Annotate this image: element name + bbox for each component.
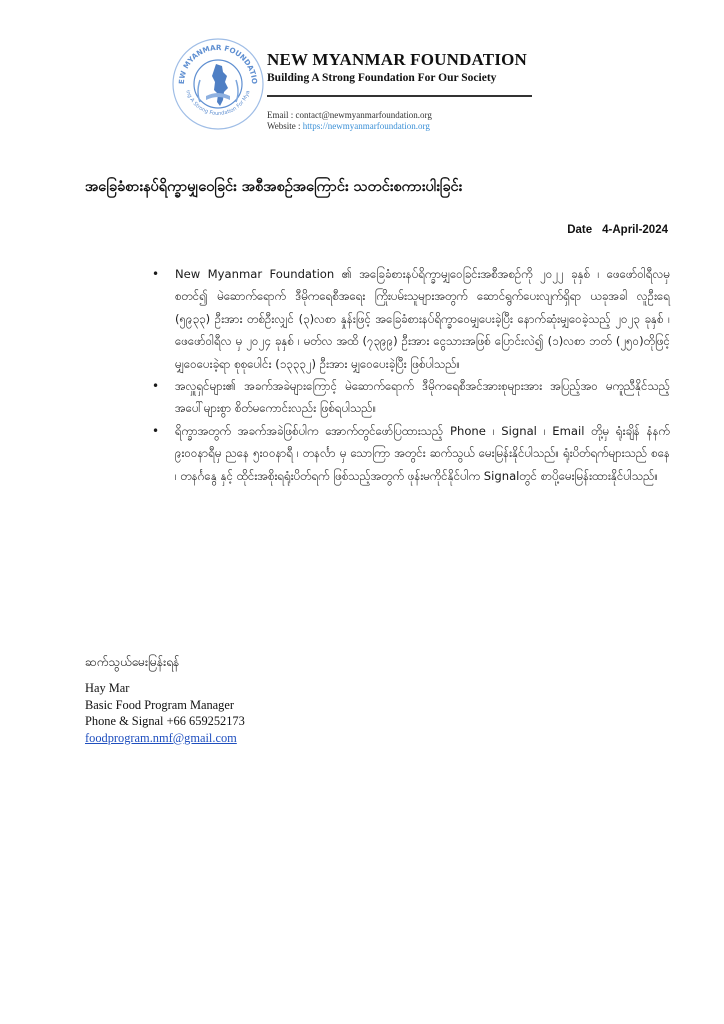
date-label: Date [567,224,593,236]
org-tagline: Building A Strong Foundation For Our Society [267,72,497,84]
contact-email-link[interactable]: foodprogram.nmf@gmail.com [85,730,237,745]
date-line [567,224,668,236]
foundation-logo [170,36,266,132]
website-link[interactable]: https://newmyanmarfoundation.org [302,121,430,131]
contact-phone: Phone & Signal +66 659252173 [85,714,245,728]
website-label: Website : [267,121,301,131]
contact-label: ဆက်သွယ်မေးမြန်းရန် [85,655,180,669]
bullet-item: • အလှူရှင်များ၏ အခက်အခဲများကြောင့် မဲဆောက်ရောက် ဒီမိုကရေစီအင်အားစုများအား အပြည့်အဝ မကူညီနိုင်သည့် အပေါ်များစွာ စိတ်မကောင်းလည်း ဖြစ်ရပါသည်။ [150,375,670,420]
email-label: Email : [267,110,294,120]
website-line [267,121,430,131]
org-email: contact@newmyanmarfoundation.org [295,110,432,120]
svg-text:Building A Strong Foundation F: ing A Strong Foundation For Mya [184,89,252,117]
svg-text:NEW MYANMAR FOUNDATION: EW MYANMAR FOUNDATIO [176,42,260,85]
contact-name: Hay Mar [85,681,130,695]
date-value: 4-April-2024 [602,224,668,236]
org-name: NEW MYANMAR FOUNDATION [267,50,528,69]
email-line [267,110,432,120]
document-title: အခြေခံစားနပ်ရိက္ခာမျှဝေခြင်း အစီအစဉ်အကြောင်း သတင်းစကားပါးခြင်း [85,179,463,195]
contact-role: Basic Food Program Manager [85,697,235,712]
bullet-item: • ရိက္ခာအတွက် အခက်အခဲဖြစ်ပါက အောက်တွင်ဖော်ပြထားသည့် Phone ၊ Signal ၊ Email တို့မှ ရုံးချိန် နံနက် ၉း၀၀နာရီမှ ညနေ ၅း၀၀နာရီ ၊ တနင်္လာ မှ သောကြာ အတွင်း ဆက်သွယ် မေးမြန်းနိုင်ပါသည်။ ရုံးပိတ်ရက်များသည် စနေ ၊ တနင်္ဂနွေ နှင့် ထိုင်းအစိုးရရုံးပိတ်ရက် ဖြစ်သည့်အတွက် ဖုန်းမကိုင်နိုင်ပါက Signalတွင် စာပို့မေးမြန်းထားနိုင်ပါသည်။ [150,420,670,487]
bullet-item: • New Myanmar Foundation ၏ အခြေခံစားနပ်ရိက္ခာမျှဝေခြင်းအစီအစဉ်ကို ၂၀၂၂ ခုနှစ် ၊ ဖေဖော်ဝါရီလမှ စတင်၍ မဲဆောက်ရောက် ဒီမိုကရေစီအရေး ကြိုးပမ်းသူများအတွက် ဆောင်ရွက်ပေးလျက်ရှိရာ ယခုအခါ လူဦးရေ (၅၉၃၃) ဦးအား တစ်ဦးလျှင် (၃)လစာ နှုန်းဖြင့် အခြေခံစားနပ်ရိက္ခာဝေမျှပေးခဲ့ပြီး နောက်ဆုံးမျှဝေခဲ့သည့် ၂၀၂၃ ခုနှစ် ၊ ဖေဖော်ဝါရီလ မှ ၂၀၂၄ ခုနှစ် ၊ မတ်လ အထိ (၇၃၉၉) ဦးအား ငွေသားအဖြစ် ပြောင်းလဲ၍ (၁)လစာ ဘတ် (၂၅၀)တိုဖြင့် မျှဝေပေးခဲ့ရာ စုစုပေါင်း (၁၃၃၃၂) ဦးအား မျှဝေပေးခဲ့ပြီး ဖြစ်ပါသည်။ [150,263,670,375]
contact-block [85,680,245,746]
header-divider [267,95,532,97]
announcement-bullets [150,263,670,487]
